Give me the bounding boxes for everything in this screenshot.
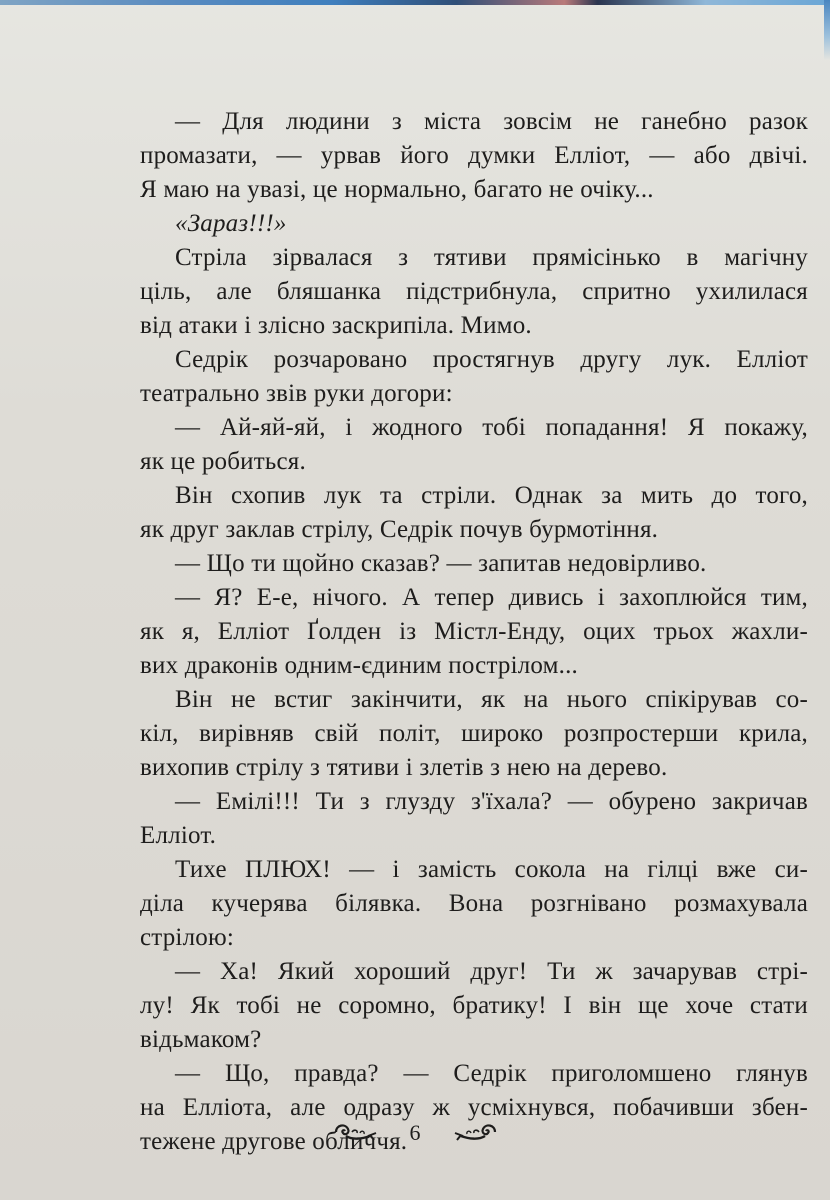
text-line: театрально звів руки догори: xyxy=(140,380,453,407)
text-line: Седрік розчаровано простягнув другу лук. Елліот xyxy=(175,346,808,373)
text-line: — Для людини з міста зовсім не ганебно разок xyxy=(175,108,808,135)
text-line: від атаки і злісно заскрипіла. Мимо. xyxy=(140,312,532,339)
text-line: кіл, вирівняв свій політ, широко розпростерши крила, xyxy=(140,720,808,747)
text-line: Тихе ПЛЮХ! — і замість сокола на гілці вже си- xyxy=(175,856,808,883)
page-footer xyxy=(0,1115,830,1151)
text-line: лу! Як тобі не соромно, братику! І він ще хоче стати xyxy=(140,992,808,1019)
text-line: — Ай-яй-яй, і жодного тобі попадання! Я покажу, xyxy=(175,414,808,441)
page-body-text xyxy=(140,105,808,1159)
text-line: ціль, але бляшанка підстрибнула, спритно ухилилася xyxy=(140,278,808,305)
text-line: вихопив стрілу з тятиви і злетів з нею на дерево. xyxy=(140,754,668,781)
page-number: 6 xyxy=(409,1120,421,1145)
cover-edge-strip xyxy=(0,0,830,5)
text-line: Елліот. xyxy=(140,822,217,849)
text-line: вих драконів одним-єдиним пострілом... xyxy=(140,652,579,679)
text-line: стрілою: xyxy=(140,924,234,951)
text-line: на Елліота, але одразу ж усміхнувся, побачивши збен- xyxy=(140,1094,808,1121)
text-line: Він не встиг закінчити, як на нього спікірував со- xyxy=(175,686,808,713)
text-line: діла кучерява білявка. Вона розгнівано розмахувала xyxy=(140,890,808,917)
text-line: Стріла зірвалася з тятиви прямісінько в магічну xyxy=(175,244,808,271)
scroll-ornament-left-icon xyxy=(332,1120,392,1146)
text-line: промазати, — урвав його думки Елліот, — або двічі. xyxy=(140,142,808,169)
text-line: тежене другове обличчя. xyxy=(140,1128,408,1155)
scroll-ornament-right-icon xyxy=(439,1120,499,1146)
text-line: — Що, правда? — Седрік приголомшено глянув xyxy=(175,1060,808,1087)
text-line: — Я? Е-е, нічого. А тепер дивись і захоплюйся тим, xyxy=(175,584,808,611)
text-line: — Емілі!!! Ти з глузду з'їхала? — обурено закричав xyxy=(175,788,808,815)
text-line: — Ха! Який хороший друг! Ти ж зачарував стрі- xyxy=(175,958,808,985)
text-line: Я маю на увазі, це нормально, багато не очіку... xyxy=(140,176,654,203)
text-line: як це робиться. xyxy=(140,448,306,475)
cover-edge-right xyxy=(824,0,830,60)
text-line: — Що ти щойно сказав? — запитав недовірливо. xyxy=(175,550,707,577)
text-line: відьмаком? xyxy=(140,1026,262,1053)
text-line: як я, Елліот Ґолден із Містл-Енду, оцих трьох жахли- xyxy=(140,618,808,645)
text-line: як друг заклав стрілу, Седрік почув бурмотіння. xyxy=(140,516,659,543)
text-line: Він схопив лук та стріли. Однак за мить до того, xyxy=(175,482,808,509)
text-line: «Зараз!!!» xyxy=(175,210,287,237)
